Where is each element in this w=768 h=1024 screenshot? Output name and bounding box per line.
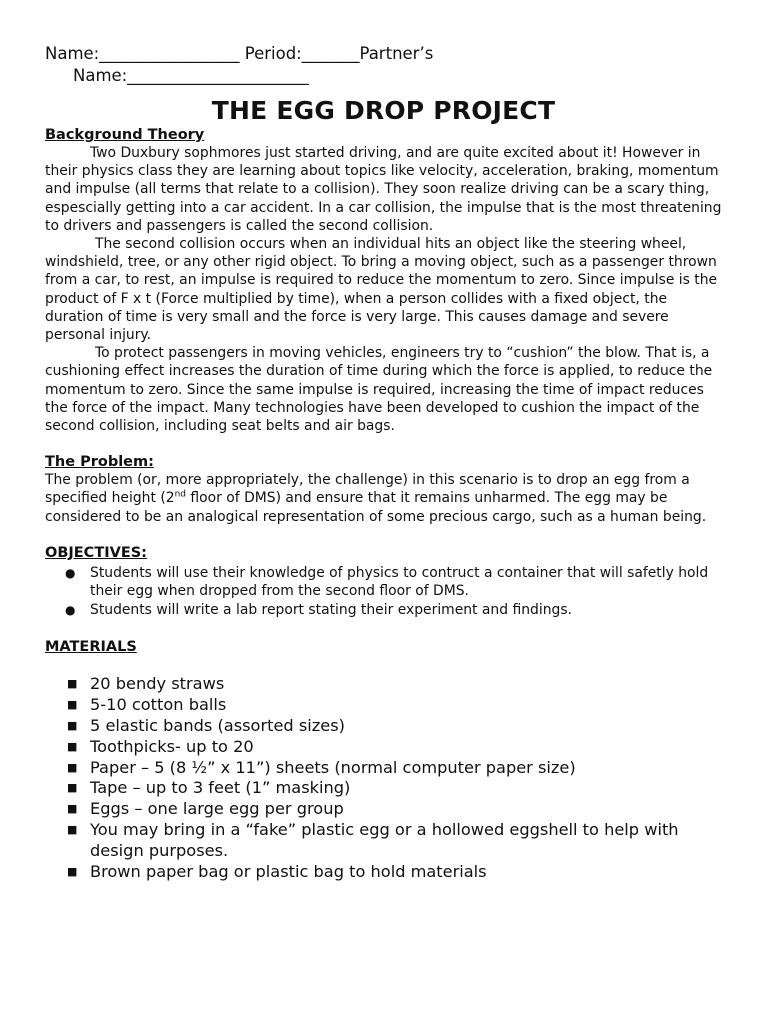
problem-text-after: floor of DMS) and ensure that it remains unharmed. The egg may be considered to be an analogical representation of some precious cargo, such as a human being. [45, 490, 707, 525]
objectives-list [45, 564, 722, 620]
material-text: Tape – up to 3 feet (1” masking) [90, 778, 351, 798]
name-period-partner-line: Name:_________________ Period:_______Partner’s [45, 44, 434, 63]
ordinal-superscript: nd [174, 489, 186, 500]
material-text: Toothpicks- up to 20 [90, 736, 254, 756]
square-bullet-icon: ■ [67, 719, 78, 733]
list-item [67, 799, 722, 820]
material-text: 5-10 cotton balls [90, 695, 227, 715]
square-bullet-icon: ■ [67, 823, 78, 837]
material-text: Paper – 5 (8 ½” x 11”) sheets (normal computer paper size) [90, 757, 576, 777]
spacer [45, 620, 722, 638]
square-bullet-icon: ■ [67, 781, 78, 795]
material-text: 5 elastic bands (assorted sizes) [90, 716, 345, 736]
square-bullet-icon: ■ [67, 739, 78, 753]
spacer [45, 435, 722, 453]
square-bullet-icon: ■ [67, 698, 78, 712]
problem-text-before: The problem (or, more appropriately, the challenge) in this scenario is to drop an egg from a specified height (2 [45, 472, 690, 507]
background-heading: Background Theory [45, 127, 205, 143]
list-item [67, 820, 722, 862]
list-item [67, 716, 722, 737]
list-item [65, 564, 722, 600]
material-text: Eggs – one large egg per group [90, 799, 344, 819]
bullet-dot-icon: ● [65, 565, 76, 580]
materials-heading: MATERIALS [45, 639, 137, 656]
list-item [67, 862, 722, 883]
material-text: Brown paper bag or plastic bag to hold materials [90, 861, 487, 881]
list-item [67, 758, 722, 779]
list-item [67, 737, 722, 758]
spacer [45, 656, 722, 674]
square-bullet-icon: ■ [67, 802, 78, 816]
square-bullet-icon: ■ [67, 677, 78, 691]
materials-list [45, 674, 722, 882]
square-bullet-icon: ■ [67, 760, 78, 774]
background-paragraph-1: Two Duxbury sophmores just started driving, and are quite excited about it! However in their physics class they are learning about topics like velocity, acceleration, braking, momentum and impulse (all terms that relate to a collision). They soon realize driving can be a scary thing, espescially getting into a car accident. In a car collision, the impulse that is the most threatening to drivers and passengers is called the second collision. [45, 145, 722, 234]
material-text: You may bring in a “fake” plastic egg or a hollowed eggshell to help with design purposes. [90, 820, 679, 860]
list-item [67, 695, 722, 716]
partner-name-line: Name:______________________ [73, 66, 309, 85]
objective-text: Students will use their knowledge of physics to contruct a container that will safetly hold their egg when dropped from the second floor of DMS. [90, 564, 709, 600]
objective-text: Students will write a lab report stating their experiment and findings. [90, 602, 572, 619]
problem-paragraph [45, 471, 722, 526]
document-title: THE EGG DROP PROJECT [211, 96, 556, 125]
background-paragraph-3: To protect passengers in moving vehicles, engineers try to “cushion” the blow. That is, a cushioning effect increases the duration of time during which the force is applied, to reduce the momentum to zero. Since the same impulse is required, increasing the time of impact reduces the force of the impact. Many technologies have been developed to cushion the impact of the second collision, including seat belts and air bags. [45, 345, 713, 435]
list-item [67, 674, 722, 695]
objectives-heading: OBJECTIVES: [45, 544, 147, 561]
problem-heading: The Problem: [45, 454, 154, 471]
material-text: 20 bendy straws [90, 674, 225, 694]
list-item [67, 778, 722, 799]
bullet-dot-icon: ● [65, 603, 76, 618]
spacer [45, 526, 722, 544]
background-paragraph-2: The second collision occurs when an individual hits an object like the steering wheel, windshield, tree, or any other rigid object. To bring a moving object, such as a passenger thrown from a car, to rest, an impulse is required to reduce the momentum to zero. Since impulse is the product of F x t (Force multiplied by time), when a person collides with a fixed object, the duration of time is very small and the force is very large. This causes damage and severe personal injury. [45, 236, 718, 344]
list-item [65, 601, 722, 619]
square-bullet-icon: ■ [67, 864, 78, 878]
